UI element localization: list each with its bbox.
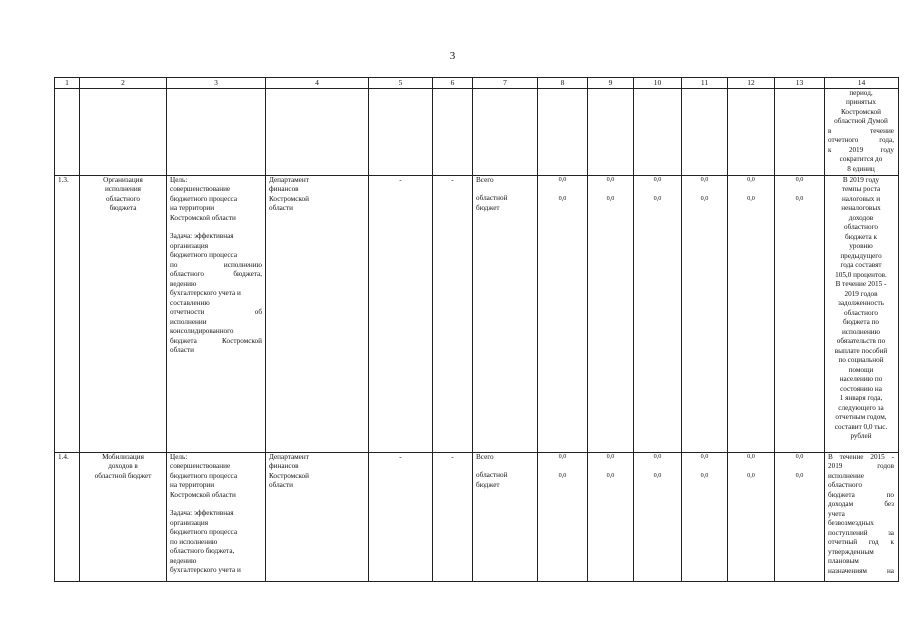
header-cell: 8 — [538, 78, 588, 89]
header-cell: 10 — [634, 78, 682, 89]
header-cell: 1 — [55, 78, 80, 89]
header-cell: 2 — [80, 78, 167, 89]
header-cell: 5 — [369, 78, 433, 89]
table-row — [55, 175, 899, 452]
program-table — [54, 77, 899, 582]
result-cell: В 2019 году темпы роста налоговых и неналоговых доходов областного бюджета к уровню предыдущего года составят 105,0 процентов. В течение 2015 - 2019 годов задолженность областного бюджета по исполнению обязательств по выплате пособий по социальной помощи населению по состоянию на 1 января года, следующего за отчетным годом, составит 0,0 тыс. рублей — [825, 175, 899, 452]
value-cell: 0,0 0,0 — [588, 452, 634, 581]
header-row — [55, 78, 899, 89]
header-cell: 4 — [266, 78, 369, 89]
value-cell: 0,0 0,0 — [588, 175, 634, 452]
header-cell: 12 — [728, 78, 775, 89]
header-cell: 7 — [473, 78, 538, 89]
value-cell: 0,0 0,0 — [682, 175, 728, 452]
result-cell: период, принятых Костромской областной Думой в течение отчетного года, к 2019 году сократится до 8 единиц — [825, 88, 899, 175]
measure-name-cell: Организация исполнения областного бюджета — [80, 175, 167, 452]
dash-cell: - — [433, 175, 473, 452]
table-row — [55, 452, 899, 581]
value-cell: 0,0 0,0 — [634, 452, 682, 581]
header-cell: 9 — [588, 78, 634, 89]
value-cell: 0,0 0,0 — [775, 175, 825, 452]
header-cell: 14 — [825, 78, 899, 89]
value-cell: 0,0 0,0 — [538, 452, 588, 581]
header-cell: 3 — [167, 78, 266, 89]
executor-cell: Департамент финансов Костромской области — [266, 175, 369, 452]
goal-task-cell: Цель: совершенствование бюджетного процесса на территории Костромской области Задача: эффективная организация бюджетного процесса по исполнению областного бюджета, ведению бухгалтерского учета и — [167, 452, 266, 581]
value-cell: 0,0 0,0 — [634, 175, 682, 452]
dash-cell: - — [369, 452, 433, 581]
value-cell: 0,0 0,0 — [682, 452, 728, 581]
value-cell: 0,0 0,0 — [728, 175, 775, 452]
value-cell: 0,0 0,0 — [775, 452, 825, 581]
dash-cell: - — [369, 175, 433, 452]
row-number: 1.3. — [55, 175, 80, 452]
header-cell: 11 — [682, 78, 728, 89]
table-row-continuation — [55, 88, 899, 175]
page-number: 3 — [449, 50, 456, 62]
result-cell: В течение 2015 - 2019 годов исполнение областного бюджета по доходам без учета безвозмездных поступлений за отчетный год к утвержденным плановым назначениям на — [825, 452, 899, 581]
measure-name-cell: Мобилизация доходов в областной бюджет — [80, 452, 167, 581]
executor-cell: Департамент финансов Костромской области — [266, 452, 369, 581]
dash-cell: - — [433, 452, 473, 581]
funding-source-cell: Всего областной бюджет — [473, 452, 538, 581]
funding-source-cell: Всего областной бюджет — [473, 175, 538, 452]
goal-task-cell: Цель: совершенствование бюджетного процесса на территории Костромской области Задача: эффективная организация бюджетного процесса по исполнению областного бюджета, ведению бухгалтерского учета и составлению отчетности об исполнении консолидированного бюджета Костромской области — [167, 175, 266, 452]
header-cell: 13 — [775, 78, 825, 89]
value-cell: 0,0 0,0 — [728, 452, 775, 581]
value-cell: 0,0 0,0 — [538, 175, 588, 452]
header-cell: 6 — [433, 78, 473, 89]
row-number: 1.4. — [55, 452, 80, 581]
